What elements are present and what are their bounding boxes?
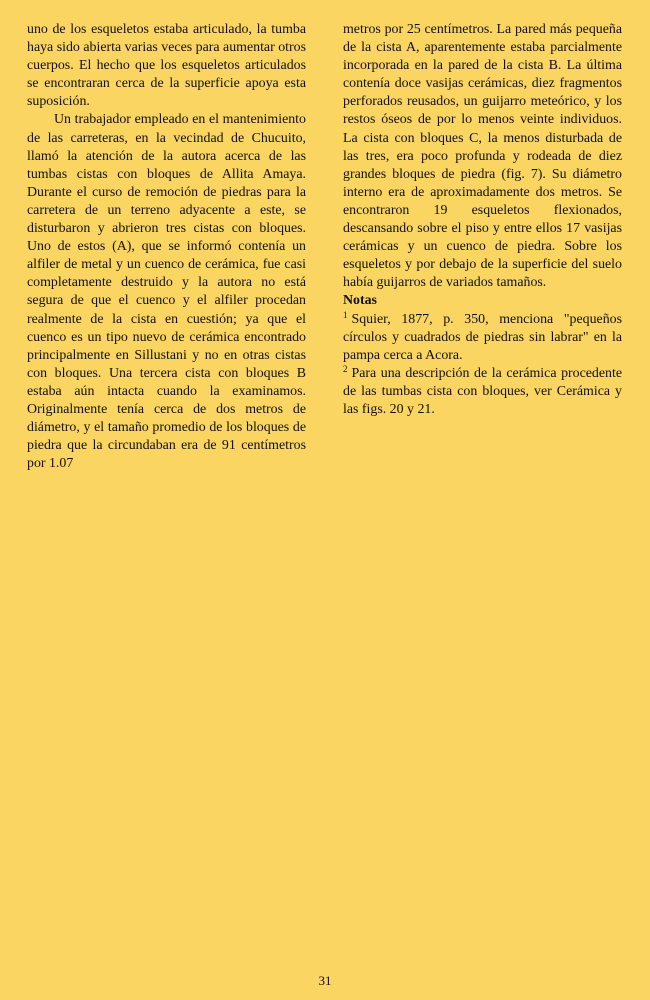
left-column — [27, 21, 306, 473]
footnote-number: 1 — [343, 309, 348, 320]
notes-heading: Notas — [343, 293, 377, 309]
page-number: 31 — [318, 973, 332, 988]
footnote-text: Squier, 1877, p. 350, menciona "pequeños círculos y cuadrados de piedras sin labrar" en la pampa cerca a Acora. — [343, 311, 622, 363]
footnote-text: Para una descripción de la cerámica procedente de las tumbas cista con bloques, ver Cerámica y las figs. 20 y 21. — [343, 365, 622, 417]
footnote — [343, 365, 622, 419]
right-column — [343, 21, 622, 419]
footnote — [343, 311, 622, 365]
body-paragraph: Un trabajador empleado en el mantenimiento de las carreteras, en la vecindad de Chucuito, llamó la atención de la autora acerca de las tumbas cistas con bloques de Allita Amaya. Durante el curso de remoción de piedras para la carretera de un terreno adyacente a este, se disturbaron y abrieron tres cistas con bloques. Uno de estos (A), que se informó contenía un alfiler de metal y un cuenco de cerámica, fue casi completamente destruido y la autora no está segura de que el cuenco y el alfiler procedan realmente de la cista en cuestión; ya que el cuenco es un tipo nuevo de cerámica encontrado principalmente en Sillustani y no en otras cistas con bloques. Una tercera cista con bloques B estaba aún intacta cuando la examinamos. Originalmente tenía cerca de dos metros de diámetro, y el tamaño promedio de los bloques de piedra que la circundaban era de 91 centímetros por 1.07 — [27, 112, 306, 472]
footnote-number: 2 — [343, 363, 348, 374]
body-paragraph: metros por 25 centímetros. La pared más pequeña de la cista A, aparentemente estaba parcialmente incorporada en la pared de la cista B. La última contenía doce vasijas cerámicas, diez fragmentos perforados reusados, un guijarro meteórico, y los restos óseos de por lo menos veinte individuos. La cista con bloques C, la menos disturbada de las tres, era poco profunda y rodeada de diez grandes bloques de piedra (fig. 7). Su diámetro interno era de aproximadamente dos metros. Se encontraron 19 esqueletos flexionados, descansando sobre el piso y entre ellos 17 vasijas cerámicas y un cuenco de piedra. Sobre los esqueletos y por debajo de la superficie del suelo había guijarros de variados tamaños. — [343, 22, 622, 291]
body-paragraph: uno de los esqueletos estaba articulado, la tumba haya sido abierta varias veces para aumentar otros cuerpos. El hecho que los esqueletos articulados se encontraran cerca de la superficie apoya esta suposición. — [27, 22, 306, 110]
